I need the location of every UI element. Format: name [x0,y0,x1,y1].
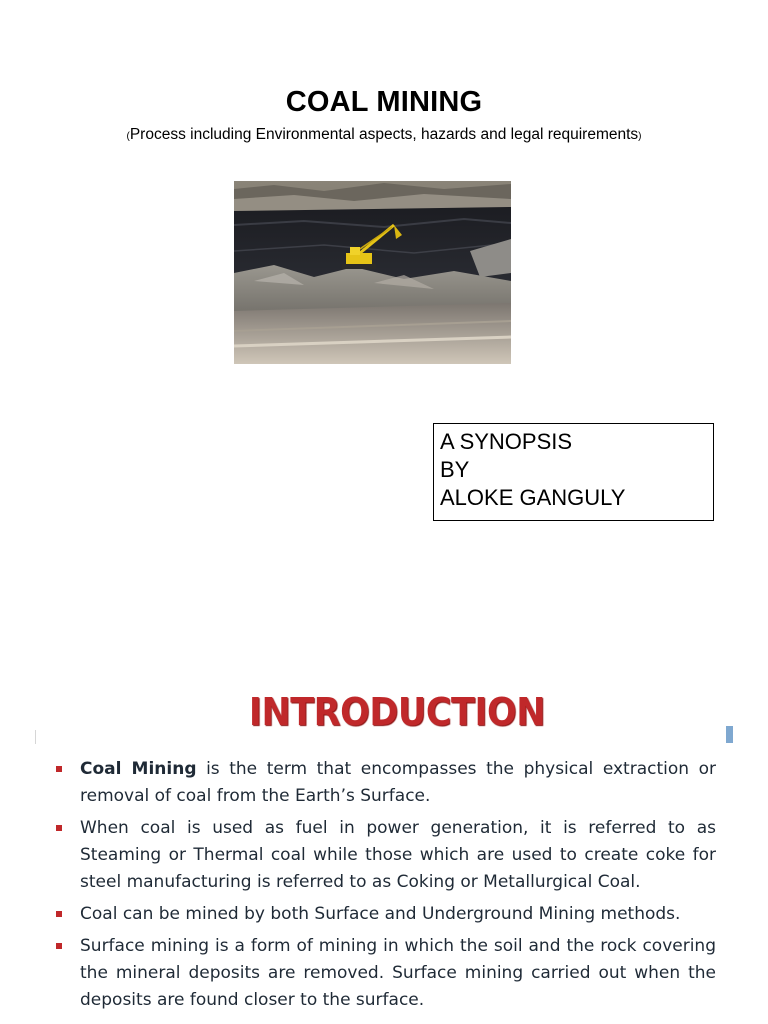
bullet-item [48,756,716,810]
bullet-item [48,933,716,1014]
synopsis-author: ALOKE GANGULY [440,485,626,510]
coal-mine-photo [234,181,511,364]
subtitle-text: Process including Environmental aspects, hazards and legal requirements [129,126,639,143]
synopsis-line-2: BY [440,457,470,482]
square-bullet-icon [56,911,62,917]
slide-marker-icon [726,726,733,743]
subtitle-open-paren: ( [126,131,130,142]
square-bullet-icon [56,766,62,772]
bullet-text: Surface mining is a form of mining in which the soil and the rock covering the mineral deposits are removed. Surface mining carried out when the deposits are found closer to the surface. [80,936,716,1010]
coal-mine-illustration [234,181,511,364]
bullet-text: When coal is used as fuel in power generation, it is referred to as Steaming or Thermal coal while those which are used to create coke for steel manufacturing is referred to as Coking or Metallurgical Coal. [80,818,716,892]
bullet-bold-term: Coal Mining [80,759,197,779]
synopsis-box [433,423,714,521]
introduction-heading: INTRODUCTION [248,690,546,734]
square-bullet-icon [56,825,62,831]
synopsis-line-1: A SYNOPSIS [440,429,573,454]
subtitle-close-paren: ) [638,131,642,142]
bullet-text: Coal can be mined by both Surface and Underground Mining methods. [80,904,681,924]
bullet-item [48,901,716,928]
slide-edge-tick [35,730,36,744]
introduction-bullet-list [48,756,716,1019]
bullet-text: is the term that encompasses the physical extraction or removal of coal from the Earth’s Surface. [80,759,716,806]
document-title: COAL MINING [285,86,483,118]
introduction-slide [30,680,750,1024]
bullet-item [48,815,716,896]
square-bullet-icon [56,943,62,949]
document-subtitle [0,126,768,144]
